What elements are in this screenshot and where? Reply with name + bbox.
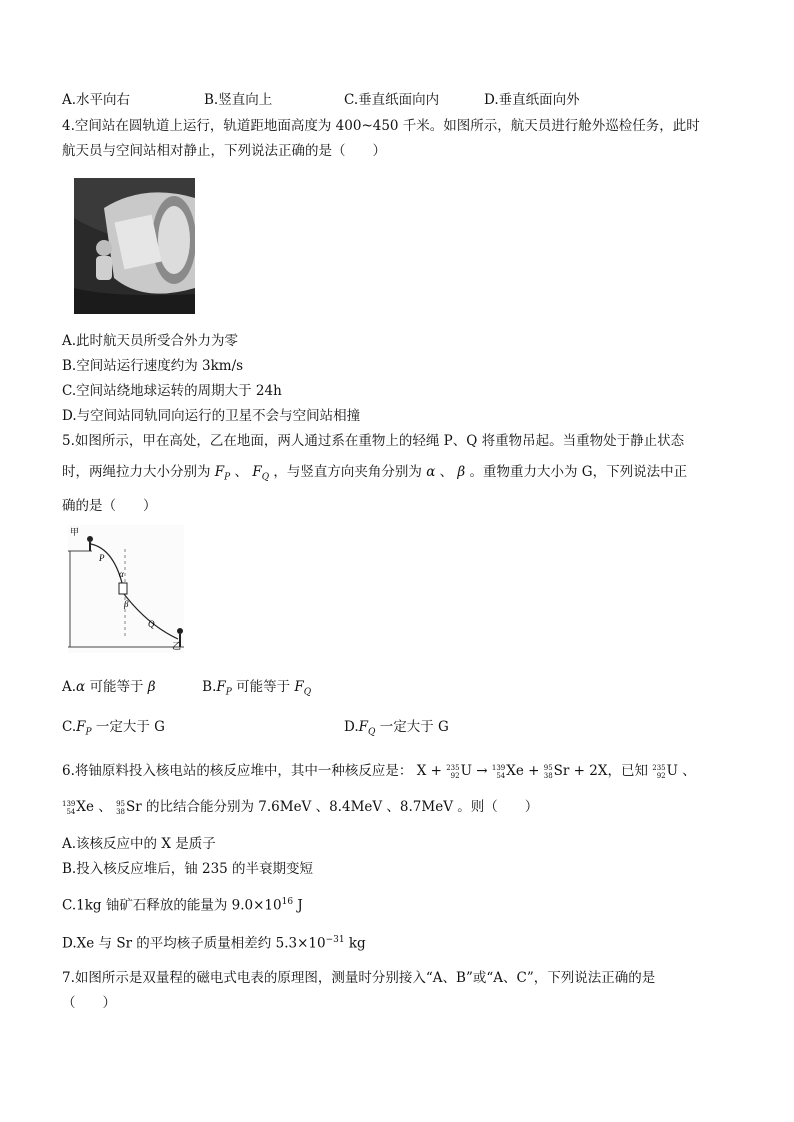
nuclear-equation: X + 235 92 U → 139 54 Xe + 95 38 Sr + 2X	[416, 763, 608, 780]
q4-option-d: D.与空间站同轨同向运行的卫星不会与空间站相撞	[62, 408, 361, 424]
q5-option-d: $D.F_Q$ 一定大于 G	[344, 719, 449, 738]
fig-label-yi: 乙	[172, 641, 182, 651]
q5-stem-line1: 5.如图所示，甲在高处，乙在地面，两人通过系在重物上的轻绳 P、Q 将重物吊起。当重物处于静止状态	[62, 433, 685, 449]
q3-options	[62, 92, 762, 110]
q5-option-c: $C.F_P$ 一定大于 G	[62, 719, 165, 738]
q4-option-c: C.空间站绕地球运转的周期大于 24h	[62, 383, 282, 399]
q5-stem-line3: 确的是（ ）	[62, 498, 157, 514]
astronaut-photo	[74, 178, 195, 314]
q6-option-b: B.投入核反应堆后，铀 235 的半衰期变短	[62, 861, 314, 877]
fig-label-beta: β	[124, 599, 129, 609]
fig-label-jia: 甲	[70, 527, 80, 537]
q6-option-c: C.1kg 铀矿石释放的能量为 $9.0\times 10^{16}$ J	[62, 897, 303, 914]
q5-stem-line2: 时，两绳拉力大小分别为 $F_P$ 、 $F_Q$ ，与竖直方向夹角分别为 α 、 β 。重物重力大小为 G，下列说法中正	[62, 464, 688, 483]
fig-label-p: P	[99, 553, 105, 563]
q6-stem-line2: 139 54 Xe 、 95 38 Sr 的比结合能分别为 7.6MeV 、8.4MeV 、8.7MeV 。则（ ）	[62, 799, 539, 816]
q6-option-d: D.Xe 与 Sr 的平均核子质量相差约 $5.3\times 10^{-31}$ kg	[62, 935, 366, 952]
q3-option-d: D.垂直纸面向外	[484, 92, 580, 108]
f-q-symbol: $F_Q$	[252, 464, 270, 483]
q7-stem-line2: （ ）	[62, 995, 116, 1011]
q6-stem-line1: 6.将铀原料投入核电站的核反应堆中，其中一种核反应是： X + 235 92 U → 139 54 Xe + 95 38 Sr + 2X，已知 235 92 U 、	[62, 763, 696, 780]
rope-figure	[68, 525, 184, 653]
q4-stem-line1: 4.空间站在圆轨道上运行，轨道距地面高度为 400~450 千米。如图所示，航天员进行舱外巡检任务，此时	[62, 118, 700, 134]
q5-option-ab: A.α 可能等于 β $B.F_P$ 可能等于 $F_Q$	[62, 679, 312, 698]
q4-option-a: A.此时航天员所受合外力为零	[62, 333, 239, 349]
q3-option-a: A.水平向右	[62, 92, 131, 108]
q6-option-a: A.该核反应中的 X 是质子	[62, 836, 216, 852]
f-p-symbol: $F_P$	[214, 464, 231, 483]
q3-option-b: B.竖直向上	[204, 92, 273, 108]
q3-option-c: C.垂直纸面向内	[344, 92, 440, 108]
fig-label-alpha: α	[119, 569, 124, 579]
fig-label-q: Q	[148, 619, 155, 629]
q7-stem-line1: 7.如图所示是双量程的磁电式电表的原理图，测量时分别接入“A、B”或“A、C”，下列说法正确的是	[62, 970, 656, 986]
q4-option-b: B.空间站运行速度约为 3km/s	[62, 358, 244, 374]
q4-stem-line2: 航天员与空间站相对静止，下列说法正确的是（ ）	[62, 143, 386, 159]
